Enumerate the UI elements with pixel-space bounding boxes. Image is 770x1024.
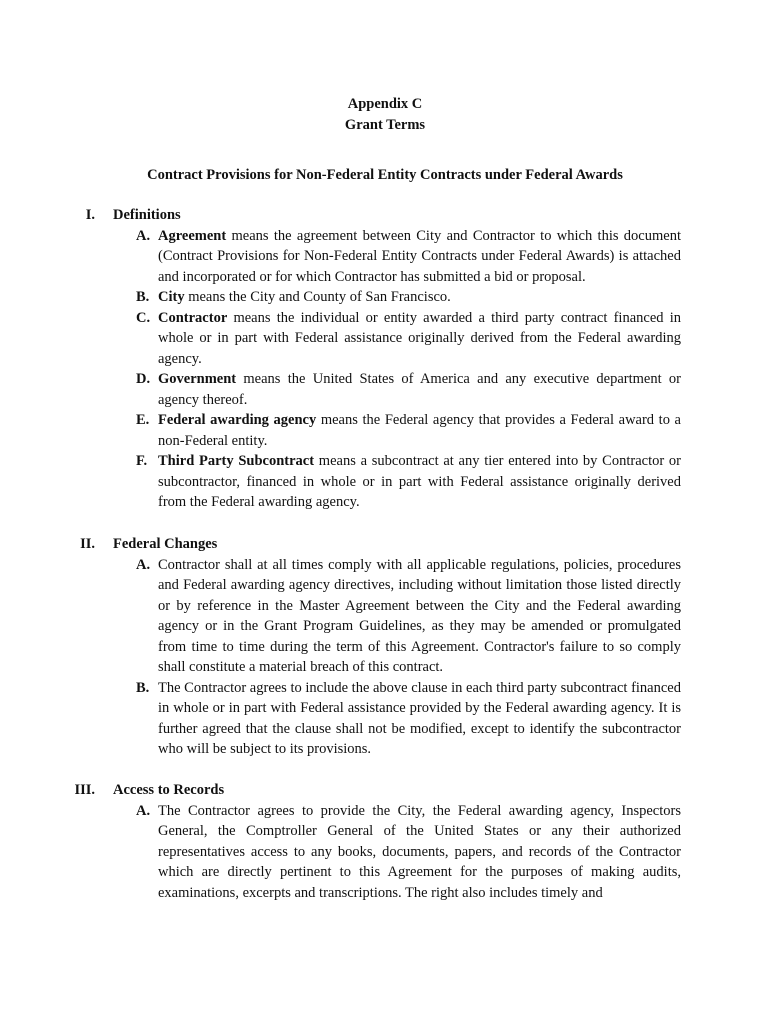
item-text: means the Federal agency that provides a Federal award to a non-Federal entity. (158, 412, 681, 449)
section-items (136, 801, 681, 904)
item-letter: A. (136, 556, 151, 573)
section-title: Access to Records (113, 782, 225, 798)
list-item (136, 678, 681, 760)
definition-item-federal-awarding-agency (136, 410, 681, 451)
item-letter: A. (136, 227, 151, 244)
list-item (136, 801, 681, 904)
section-items (136, 226, 681, 513)
item-term: Contractor (158, 309, 228, 326)
document-heading (0, 94, 770, 136)
grant-terms-label: Grant Terms (344, 117, 426, 133)
item-letter: B. (136, 289, 150, 305)
item-text: The Contractor agrees to provide the City, the Federal awarding agency, Inspectors General, the Comptroller General of the United States or any their authorized representatives access to any books, documents, papers, and records of the Contractor which are directly pertinent to this Agreement for the purposes of making audits, examinations, excerpts and transcriptions. The right also includes timely and (158, 802, 681, 901)
section-title: Definitions (113, 207, 181, 223)
item-term: City (158, 289, 185, 305)
item-term: Third Party Subcontract (158, 453, 315, 469)
appendix-label: Appendix C (347, 96, 423, 112)
item-letter: F. (136, 453, 148, 469)
item-letter: C. (136, 309, 151, 326)
item-letter: A. (136, 802, 151, 819)
document-subtitle: Contract Provisions for Non-Federal Entity Contracts under Federal Awards (147, 167, 623, 183)
item-term: Government (158, 371, 237, 387)
item-term: Federal awarding agency (158, 412, 317, 428)
definition-item-government (136, 369, 681, 410)
definition-item-agreement (136, 226, 681, 288)
item-term: Agreement (158, 227, 227, 244)
item-text: means the City and County of San Francisco. (184, 289, 451, 305)
list-item (136, 555, 681, 678)
definition-item-contractor (136, 308, 681, 370)
item-letter: E. (136, 412, 150, 428)
item-text: means a subcontract at any tier entered into by Contractor or subcontractor, financed in whole or in part with Federal assistance originally derived from the Federal awarding agency. (158, 453, 681, 510)
definition-item-third-party-subcontract (136, 451, 681, 513)
section-number: I. (85, 207, 95, 223)
item-text: means the agreement between City and Contractor to which this document (Contract Provisions for Non-Federal Entity Contracts under Federal Awards) is attached and incorporated or for which Contractor has submitted a bid or proposal. (158, 227, 681, 285)
section-title: Federal Changes (113, 536, 218, 552)
item-text: The Contractor agrees to include the above clause in each third party subcontract financed in whole or in part with Federal assistance provided by the Federal awarding agency. It is further agreed that the clause shall not be modified, except to identify the subcontractor who will be subject to its provisions. (158, 679, 681, 757)
item-text: means the United States of America and any executive department or agency thereof. (158, 371, 681, 408)
definition-item-city (136, 287, 681, 308)
item-text: means the individual or entity awarded a third party contract financed in whole or in part with Federal assistance originally derived from the Federal awarding agency. (158, 309, 681, 367)
section-number: II. (80, 536, 95, 552)
item-letter: D. (136, 371, 151, 387)
item-text: Contractor shall at all times comply with all applicable regulations, policies, procedures and Federal awarding agency directives, including without limitation those listed directly or by reference in the Master Agreement between the City and the Federal awarding agency or in the Grant Program Guidelines, as they may be amended or promulgated from time to time during the term of this Agreement. Contractor's failure to so comply shall constitute a material breach of this contract. (158, 556, 681, 675)
section-items (136, 555, 681, 760)
item-letter: B. (136, 679, 150, 696)
section-number: III. (74, 782, 95, 798)
